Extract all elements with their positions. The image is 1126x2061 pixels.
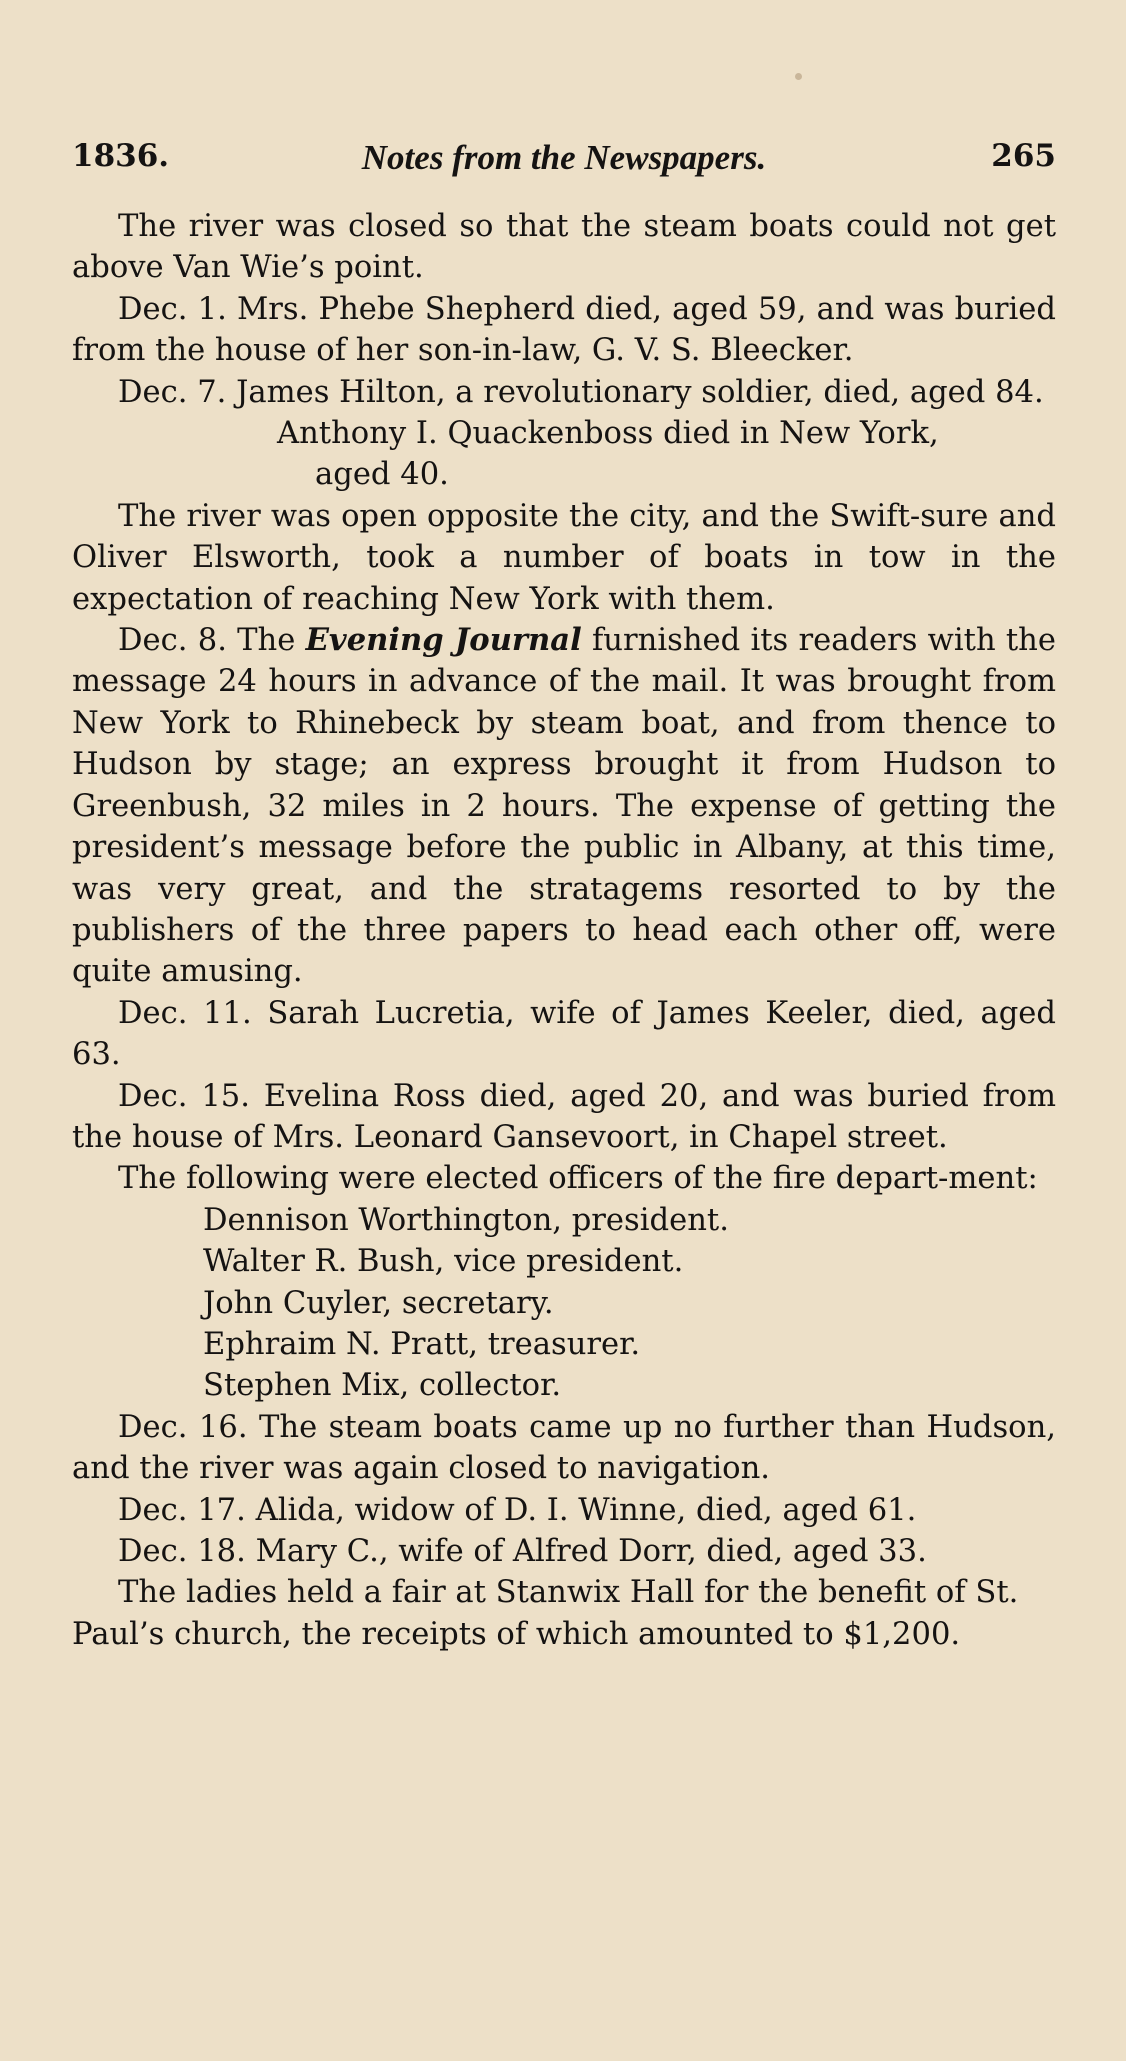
officer-item: John Cuyler, secretary. (203, 1285, 554, 1321)
entry-dec-1: Dec. 1. Mrs. Phebe Shepherd died, aged 59, and was buried from the house of her son-in-law, G. V. S. Bleecker. (72, 291, 1056, 369)
header-title: Notes from the Newspapers. (361, 138, 767, 177)
officer-item: Dennison Worthington, president. (203, 1202, 729, 1238)
entry-fair: The ladies held a fair at Stanwix Hall for the benefit of St. Paul’s church, the receipts of which amounted to $1,200. (72, 1575, 1019, 1652)
page-body (72, 206, 1056, 1655)
entry-dec-11: Dec. 11. Sarah Lucretia, wife of James Keeler, died, aged 63. (72, 995, 1056, 1073)
page-number: 265 (991, 138, 1056, 174)
running-header (72, 138, 1056, 178)
entry-dec-7: Dec. 7. James Hilton, a revolutionary soldier, died, aged 84. (118, 374, 1044, 410)
entry-quackenboss-line2: aged 40. (315, 457, 449, 493)
officer-item: Stephen Mix, collector. (203, 1368, 562, 1404)
officer-item: Ephraim N. Pratt, treasurer. (203, 1326, 641, 1362)
header-year: 1836. (72, 138, 170, 174)
entry-dec-8 (72, 620, 1056, 993)
entry-dec-18: Dec. 18. Mary C., wife of Alfred Dorr, died, aged 33. (118, 1534, 927, 1569)
entry-dec-16: Dec. 16. The steam boats came up no further than Hudson, and the river was again closed to navigation. (72, 1409, 1056, 1487)
entry-fire-department: The following were elected officers of the fire depart-ment: (118, 1161, 1038, 1197)
paper-speck (795, 73, 802, 80)
entry-dec-8-start: Dec. 8. The (118, 623, 306, 659)
entry-river-closed: The river was closed so that the steam boats could not get above Van Wie’s point. (72, 209, 1056, 286)
entry-dec-17: Dec. 17. Alida, widow of D. I. Winne, died, aged 61. (118, 1492, 917, 1528)
entry-quackenboss (72, 413, 1056, 496)
evening-journal-title: Evening Journal (305, 622, 582, 659)
entry-quackenboss-line1: Anthony I. Quackenboss died in New York, (277, 416, 939, 452)
entry-dec-8-rest: furnished its readers with the message 24 hours in advance of the mail. It was brought from New York to Rhinebeck by steam boat, and from thence to Hudson by stage; an express brought it from Hudson to Greenbush, 32 miles in 2 hours. The expense of getting the president’s message before the public in Albany, at this time, was very great, and the stratagems resorted to by the publishers of the three papers to head each other off, were quite amusing. (72, 623, 1056, 990)
officers-list (72, 1200, 1056, 1407)
officer-item: Walter R. Bush, vice president. (203, 1244, 684, 1280)
entry-river-open: The river was open opposite the city, and the Swift-sure and Oliver Elsworth, took a number of boats in tow in the expectation of reaching New York with them. (72, 498, 1056, 617)
entry-dec-15: Dec. 15. Evelina Ross died, aged 20, and was buried from the house of Mrs. Leonard Gansevoort, in Chapel street. (72, 1078, 1056, 1155)
